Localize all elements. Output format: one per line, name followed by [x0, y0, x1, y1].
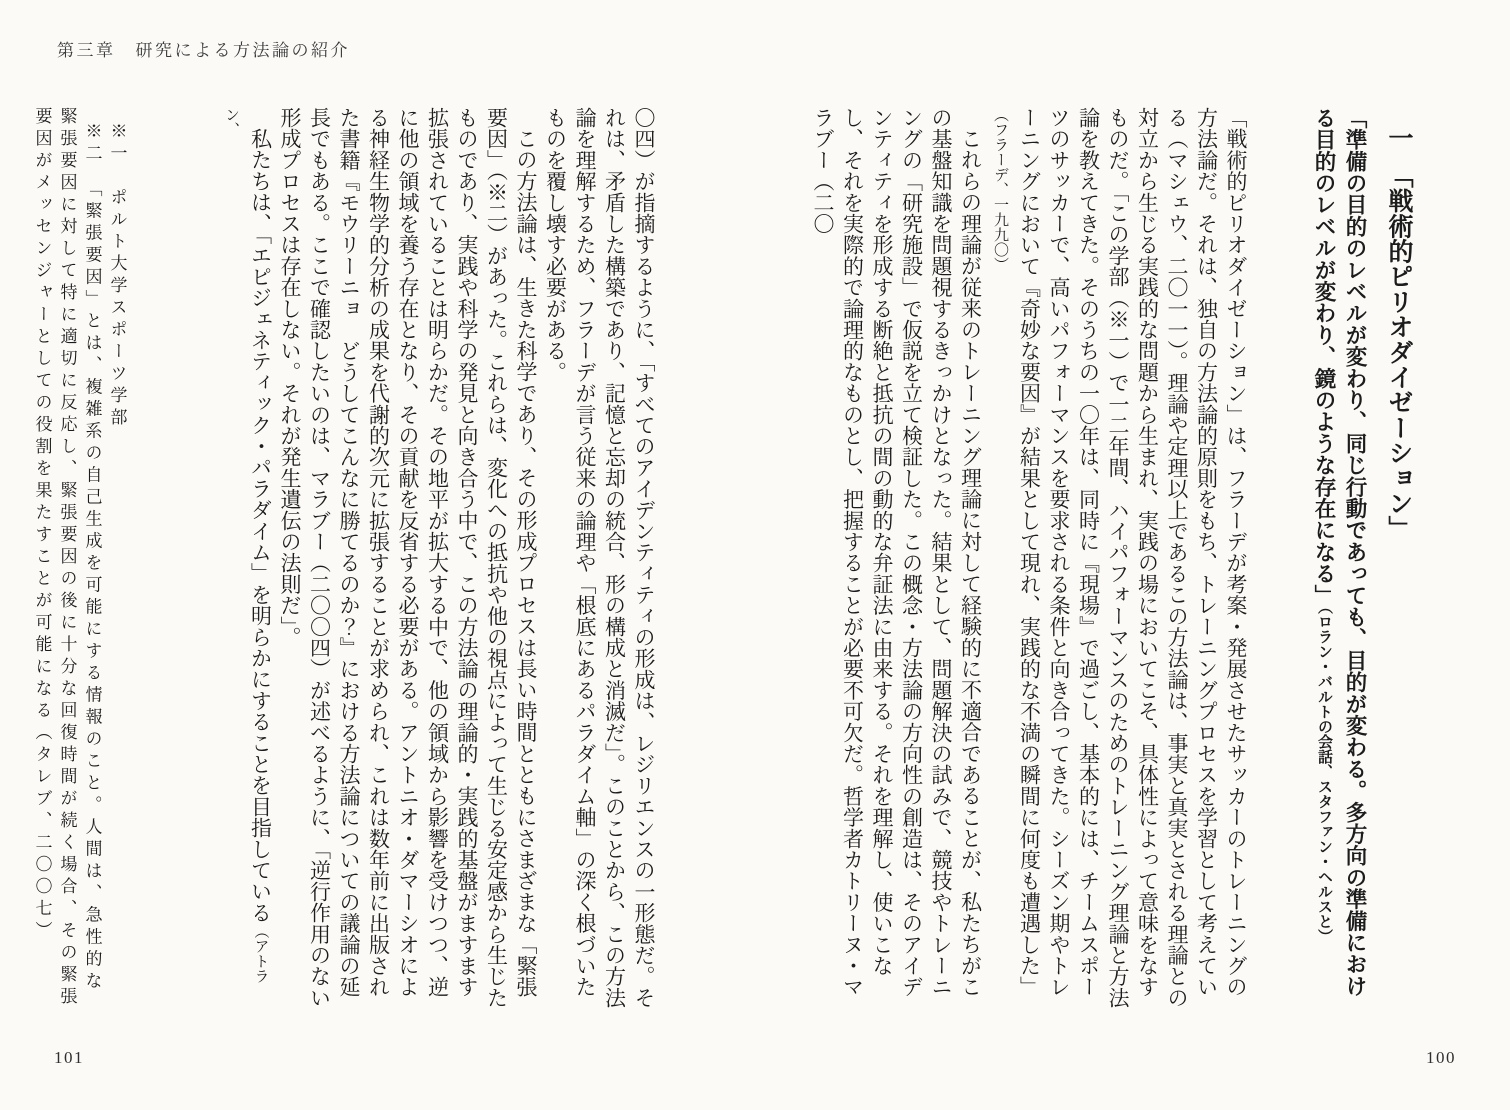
running-head	[57, 36, 350, 61]
epigraph-citation: （ロラン・バルトの会話、スタファン・ヘルスと）	[1316, 606, 1332, 944]
footnote: ※一 ポルト大学スポーツ学部	[107, 122, 127, 430]
paragraph: これらの理論が従来のトレーニング理論に対して経験的に不適合であることが、私たちがこの基盤知識を問題視するきっかけとなった。結果として、問題解決の試みで、競技やトレーニングの「研究施設」で仮説を立て検証した。この概念・方法論の方向性の創造は、そのアイデンティティを形成する断絶と抵抗の間の動的な弁証法に由来する。それを理解し、使いこなし、それを実際的で論理的なものとし、把握することが必要不可欠だ。哲学者カトリーヌ・マラブー（二〇	[811, 107, 983, 998]
paragraph: 私たちは、「エピジェネティック・パラダイム」を明らかにすることを目指している（アトラン、	[223, 107, 273, 984]
epigraph	[1308, 107, 1370, 1013]
footnote: ※二 「緊張要因」とは、複雑系の自己生成を可能にする情報のこと。人間は、急性的な緊張要因に対して特に適切に反応し、緊張要因の後に十分な回復時間が続く場合、その緊張要因がメッセンジャーとしての役割を果たすことが可能になる（タレブ、二〇〇七）	[32, 107, 102, 1009]
paragraph: 「戦術的ピリオダイゼーション」は、フラーデが考案・発展させたサッカーのトレーニングの方法論だ。それは、独自の方法論的原則をもち、トレーニングプロセスを学習として考えている（マシェウ、二〇一一）。理論や定理以上であるこの方法論は、事実と真実とされる理論との対立から生じる実践的な問題から生まれ、実践の場においてこそ、具体性によって意味をなすものだ。「この学部（※一）で一二年間、ハイパフォーマンスのためのトレーニング理論と方法論を教えてきた。そのうちの一〇年は、同時に『現場』で過ごし、基本的には、チームスポーツのサッカーで、高いパフォーマンスを要求される条件と向き合ってきた。シーズン期やトレーニングにおいて『奇妙な要因』が結果として現れ、実践的な不満の瞬間に何度も遭遇した」（フラーデ、一九九〇）	[992, 107, 1248, 1009]
epigraph-text: 「準備の目的のレベルが変わり、同じ行動であっても、目的が変わる。多方向の準備における目的のレベルが変わり、鏡のような存在になる」	[1312, 107, 1367, 997]
chapter-label: 第三章	[57, 41, 116, 60]
page-right-content	[808, 107, 1417, 1013]
paragraph: この方法論は、生きた科学であり、その形成プロセスは長い時間とともにさまざまな「緊張要因」（※二）があった。これらは、変化への抵抗や他の視点によって生じる安定感から生じたものであり、実践や科学の発見と向き合う中で、この方法論の理論的・実践的基盤がますます拡張されていることは明らかだ。その地平が拡大する中で、他の領域から影響を受けつつ、逆に他の領域を養う存在となり、その貢献を反省する必要がある。アントニオ・ダマーシオによる神経生物学的分析の成果を代謝的次元に拡張することが求められ、これは数年前に出版された書籍『モウリーニョ どうしてこんなに勝てるのか？』における方法論についての議論の延長でもある。ここで確認したいのは、マラブー（二〇〇四）が述べるように、「逆行作用のない形成プロセスは存在しない。それが発生遺伝の法則だ」。	[278, 107, 538, 1009]
footnotes	[30, 107, 130, 1013]
body-text-left	[216, 107, 659, 1013]
page-number-right: 100	[1426, 1048, 1456, 1067]
paragraph: 〇四）が指摘するように、「すべてのアイデンティティの形成は、レジリエンスの一形態だ。それは、矛盾した構築であり、記憶と忘却の統合、形の構成と消滅だ」。このことから、この方法論を理解するため、フラーデが言う従来の論理や「根底にあるパラダイム軸」の深く根づいたものを覆し壊す必要がある。	[543, 107, 656, 1009]
section-title: 一 「戦術的ピリオダイゼーション」	[1385, 125, 1412, 541]
chapter-title: 研究による方法論の紹介	[135, 41, 350, 60]
page-number-left: 101	[54, 1048, 84, 1067]
body-text-right	[808, 107, 1251, 1013]
page-left-content	[30, 107, 659, 1013]
